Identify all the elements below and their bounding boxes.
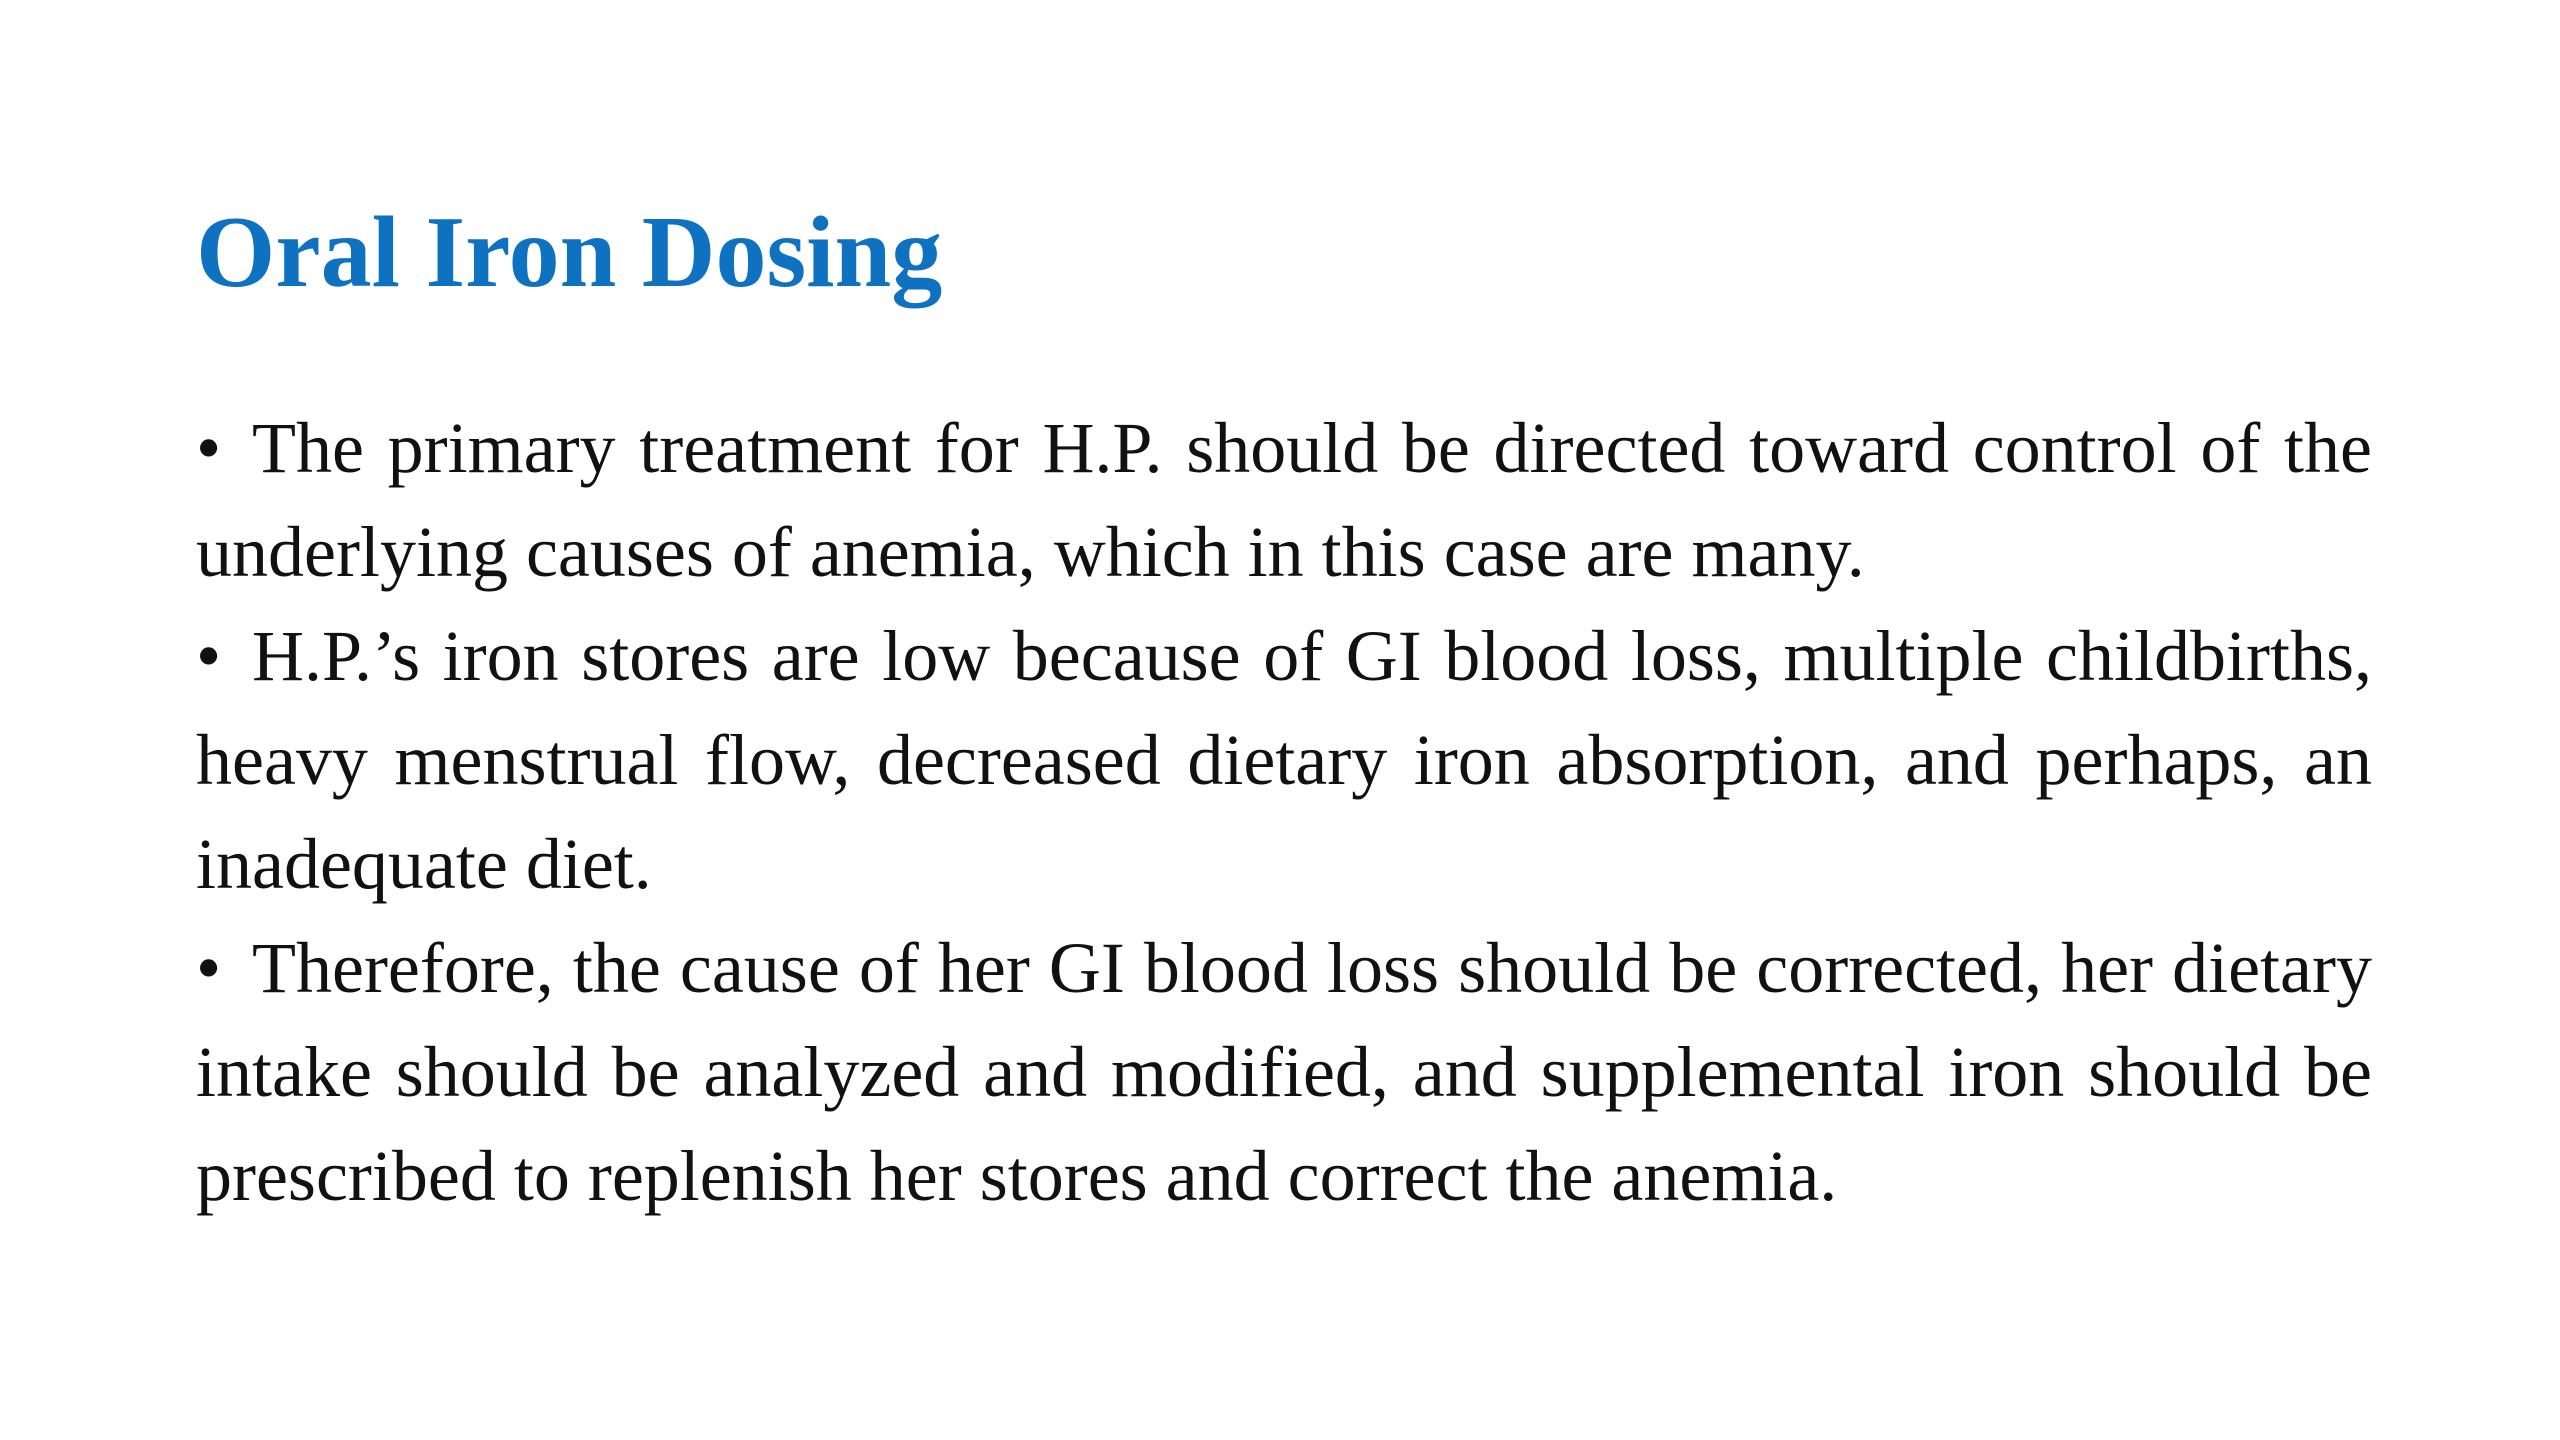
bullet-item	[196, 916, 2372, 1228]
bullet-icon: •	[196, 408, 222, 488]
bullet-text: H.P.’s iron stores are low because of GI blood loss, multiple childbirths, heavy menstrual flow, decreased dietary iron absorption, and perhaps, an inadequate diet.	[196, 616, 2372, 904]
bullet-item	[196, 396, 2372, 604]
bullet-text: Therefore, the cause of her GI blood loss should be corrected, her dietary intake should be analyzed and modified, and supplemental iron should be prescribed to replenish her stores and correct the anemia.	[196, 928, 2372, 1216]
bullet-list	[196, 396, 2372, 1228]
bullet-icon: •	[196, 616, 222, 696]
slide-title: Oral Iron Dosing	[196, 196, 943, 309]
bullet-text: The primary treatment for H.P. should be directed toward control of the underlying causes of anemia, which in this case are many.	[196, 408, 2372, 592]
bullet-item	[196, 604, 2372, 916]
bullet-icon: •	[196, 928, 222, 1008]
